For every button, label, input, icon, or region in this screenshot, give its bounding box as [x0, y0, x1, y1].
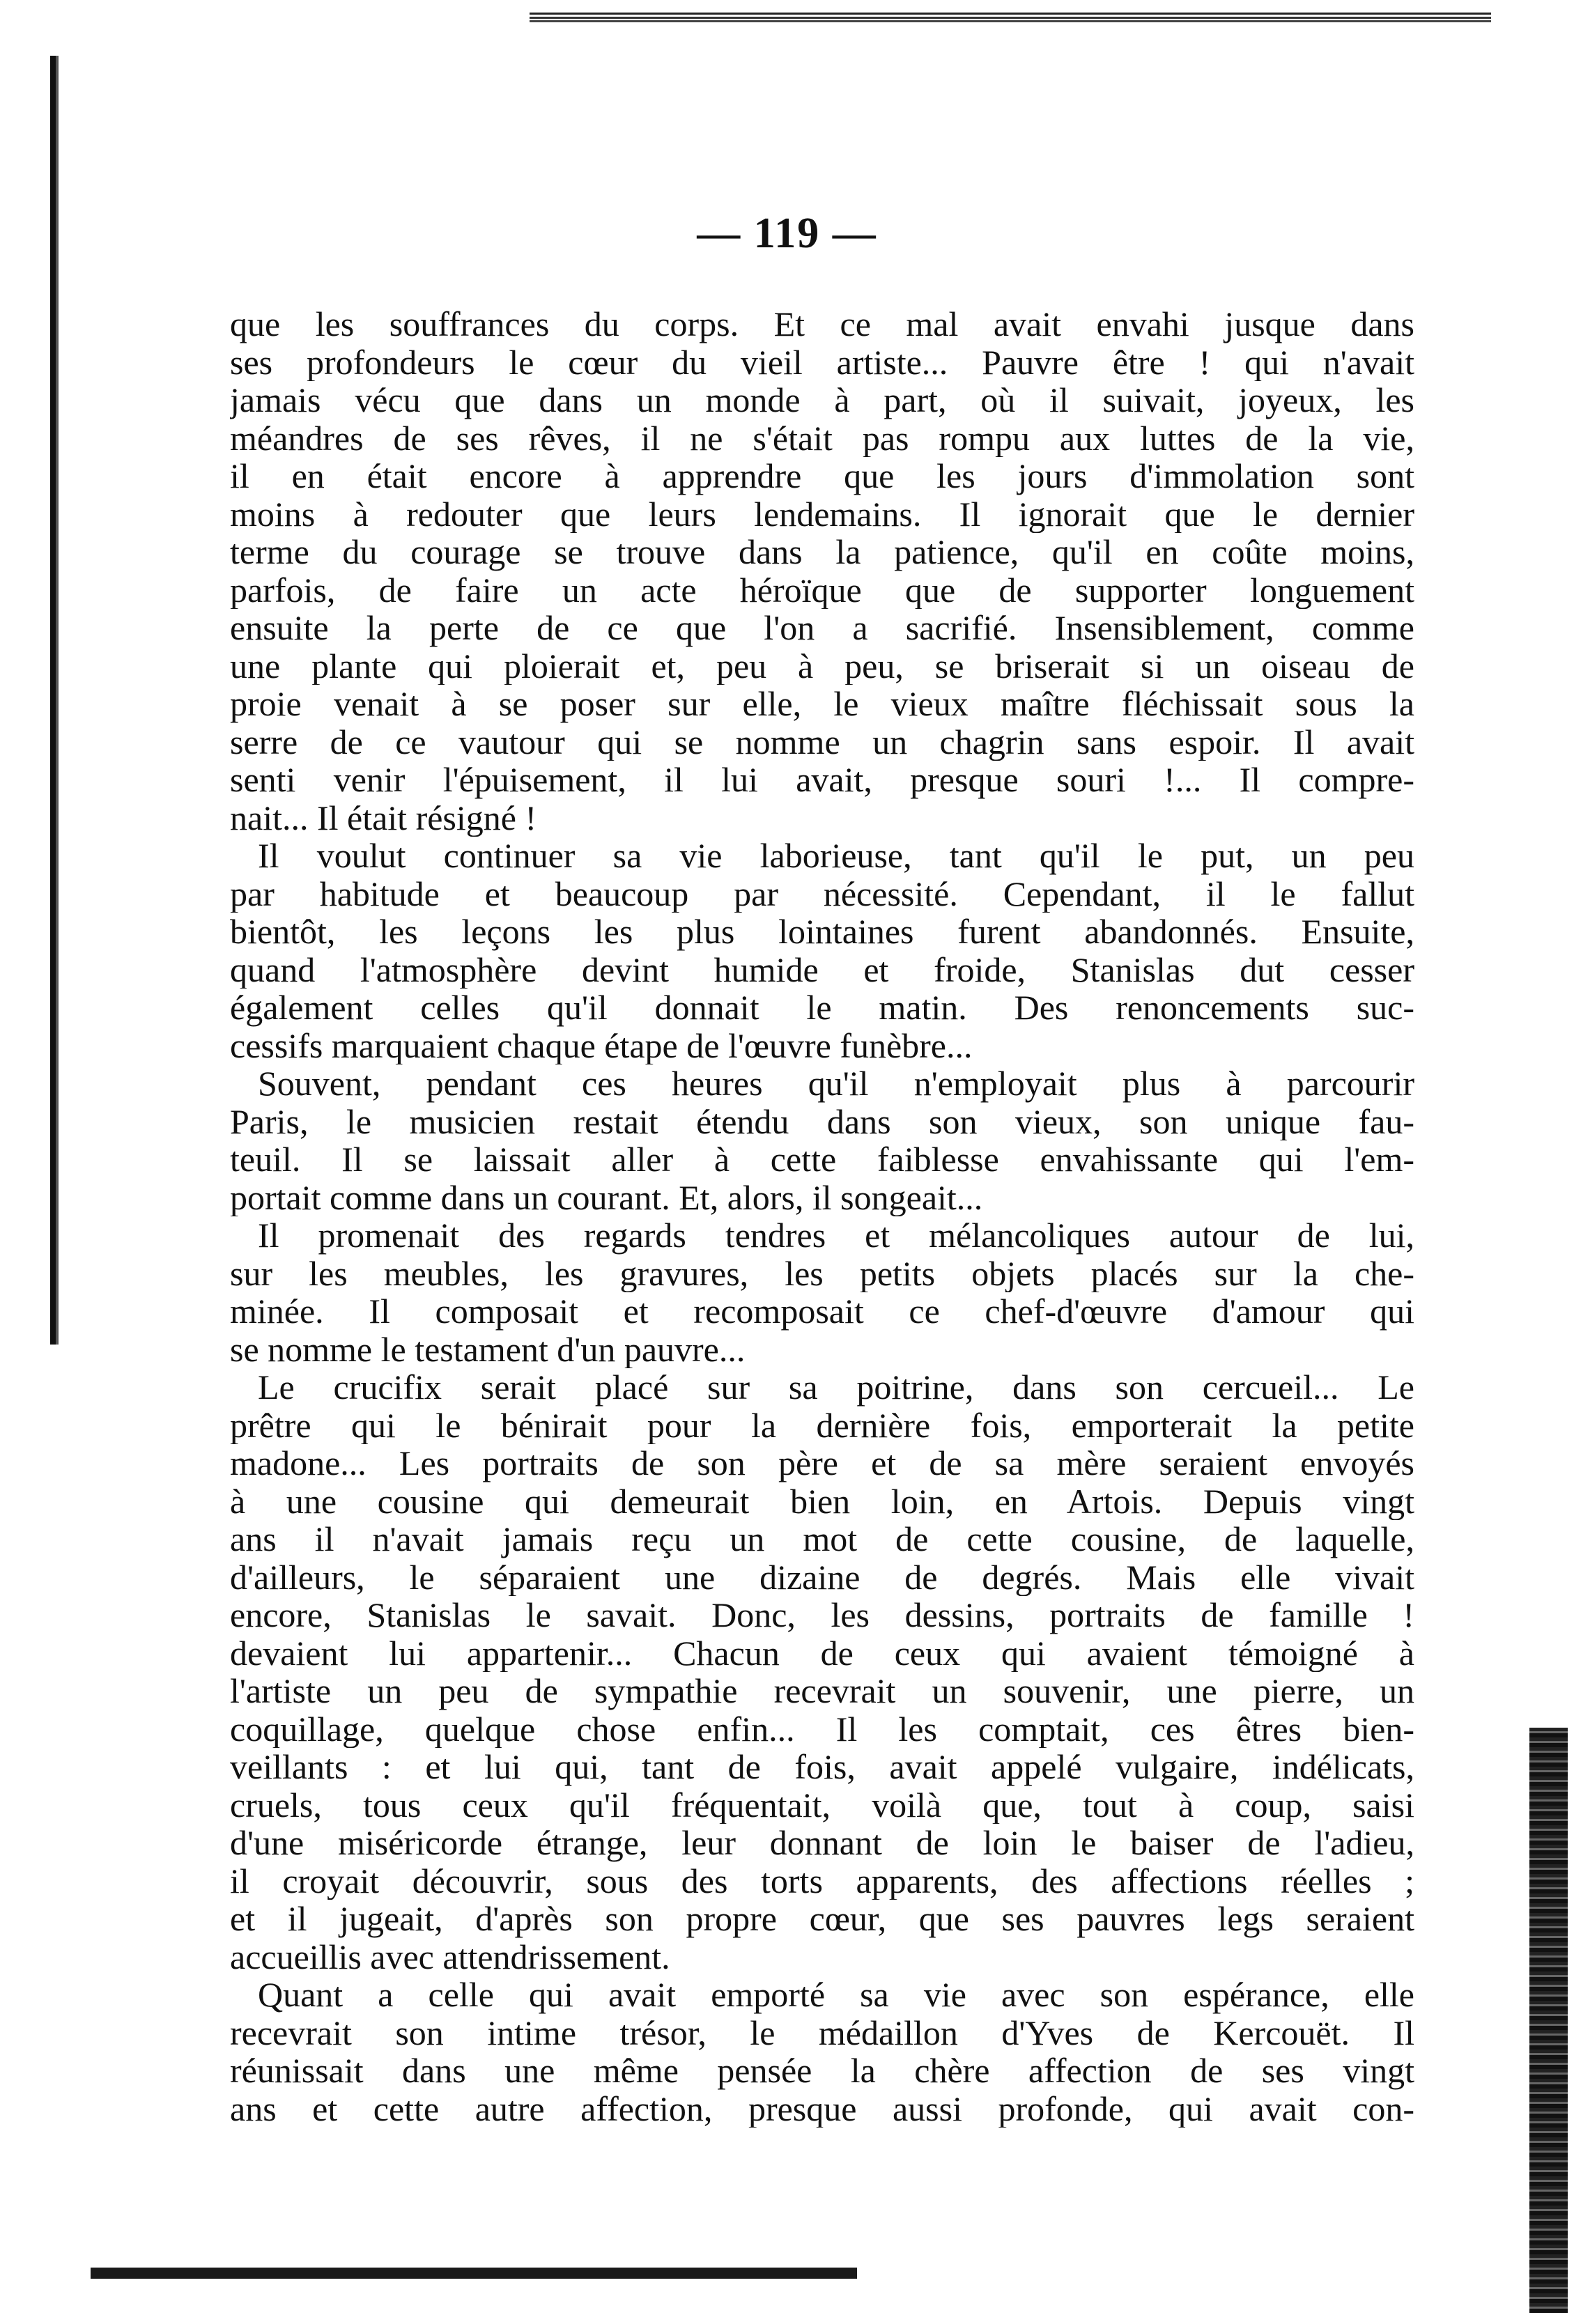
text-line: ses profondeurs le cœur du vieil artiste... Pauvre être ! qui n'avait	[230, 343, 1414, 381]
text-line: cessifs marquaient chaque étape de l'œuvre funèbre...	[230, 1026, 973, 1064]
text-line: minée. Il composait et recomposait ce chef-d'œuvre d'amour qui	[230, 1292, 1414, 1331]
text-line: madone... Les portraits de son père et de sa mère seraient envoyés	[230, 1444, 1414, 1482]
text-line: Souvent, pendant ces heures qu'il n'employait plus à parcourir	[258, 1064, 1414, 1103]
text-line: se nomme le testament d'un pauvre...	[230, 1330, 746, 1368]
text-line: proie venait à se poser sur elle, le vieux maître fléchissait sous la	[230, 685, 1414, 723]
text-line: par habitude et beaucoup par nécessité. Cependant, il le fallut	[230, 874, 1414, 913]
text-line: terme du courage se trouve dans la patience, qu'il en coûte moins,	[230, 533, 1414, 571]
text-line: serre de ce vautour qui se nomme un chagrin sans espoir. Il avait	[230, 722, 1414, 761]
text-line: quand l'atmosphère devint humide et froide, Stanislas dut cesser	[230, 950, 1414, 989]
text-line: méandres de ses rêves, il ne s'était pas rompu aux luttes de la vie,	[230, 419, 1414, 457]
text-line: teuil. Il se laissait aller à cette faiblesse envahissante qui l'em-	[230, 1140, 1414, 1179]
text-line: portait comme dans un courant. Et, alors, il songeait...	[230, 1178, 983, 1216]
body-text	[230, 305, 1414, 2128]
text-line: accueillis avec attendrissement.	[230, 1937, 670, 1976]
text-line: prêtre qui le bénirait pour la dernière fois, emporterait la petite	[230, 1406, 1414, 1444]
text-line: d'une miséricorde étrange, leur donnant de loin le baiser de l'adieu,	[230, 1824, 1414, 1862]
text-line: et il jugeait, d'après son propre cœur, que ses pauvres legs seraient	[230, 1900, 1414, 1938]
bottom-printed-rule	[91, 2268, 857, 2279]
text-line: il croyait découvrir, sous des torts apparents, des affections réelles ;	[230, 1861, 1414, 1900]
text-line: encore, Stanislas le savait. Donc, les dessins, portraits de famille !	[230, 1596, 1414, 1634]
text-line: ensuite la perte de ce que l'on a sacrifié. Insensiblement, comme	[230, 609, 1414, 647]
text-line: Le crucifix serait placé sur sa poitrine, dans son cercueil... Le	[258, 1368, 1414, 1407]
text-line: d'ailleurs, le séparaient une dizaine de degrés. Mais elle vivait	[230, 1558, 1414, 1596]
text-line: l'artiste un peu de sympathie recevrait un souvenir, une pierre, un	[230, 1672, 1414, 1710]
text-line: à une cousine qui demeurait bien loin, en Artois. Depuis vingt	[230, 1482, 1414, 1520]
text-line: Il voulut continuer sa vie laborieuse, tant qu'il le put, un peu	[258, 837, 1414, 875]
text-line: ans il n'avait jamais reçu un mot de cette cousine, de laquelle,	[230, 1520, 1414, 1558]
text-line: senti venir l'épuisement, il lui avait, presque souri !... Il compre-	[230, 761, 1414, 799]
text-line: ans et cette autre affection, presque aussi profonde, qui avait con-	[230, 2089, 1414, 2128]
text-line: moins à redouter que leurs lendemains. Il ignorait que le dernier	[230, 495, 1414, 533]
text-line: également celles qu'il donnait le matin. Des renoncements suc-	[230, 989, 1414, 1027]
text-line: bientôt, les leçons les plus lointaines furent abandonnés. Ensuite,	[230, 913, 1414, 951]
text-line: que les souffrances du corps. Et ce mal avait envahi jusque dans	[230, 305, 1414, 343]
text-line: sur les meubles, les gravures, les petits objets placés sur la che-	[230, 1254, 1414, 1292]
page-number: — 119 —	[697, 210, 877, 257]
text-line: une plante qui ploierait et, peu à peu, se briserait si un oiseau de	[230, 646, 1414, 685]
text-line: parfois, de faire un acte héroïque que de supporter longuement	[230, 571, 1414, 609]
text-line: recevrait son intime trésor, le médaillon d'Yves de Kercouët. Il	[230, 2013, 1414, 2052]
text-line: il en était encore à apprendre que les jours d'immolation sont	[230, 457, 1414, 495]
text-line: devaient lui appartenir... Chacun de ceux qui avaient témoigné à	[230, 1634, 1414, 1672]
text-line: Paris, le musicien restait étendu dans son vieux, son unique fau-	[230, 1102, 1414, 1140]
top-printed-rule	[530, 13, 1491, 22]
text-line: jamais vécu que dans un monde à part, où il suivait, joyeux, les	[230, 381, 1414, 419]
text-line: veillants : et lui qui, tant de fois, avait appelé vulgaire, indélicats,	[230, 1748, 1414, 1786]
text-line: réunissait dans une même pensée la chère affection de ses vingt	[230, 2052, 1414, 2090]
text-line: nait... Il était résigné !	[230, 798, 537, 837]
right-page-edge-shadow	[1529, 1728, 1568, 2313]
text-line: Quant a celle qui avait emporté sa vie avec son espérance, elle	[258, 1976, 1414, 2014]
text-line: Il promenait des regards tendres et mélancoliques autour de lui,	[258, 1216, 1414, 1255]
text-line: coquillage, quelque chose enfin... Il les comptait, ces êtres bien-	[230, 1710, 1414, 1748]
text-line: cruels, tous ceux qu'il fréquentait, voilà que, tout à coup, saisi	[230, 1785, 1414, 1824]
